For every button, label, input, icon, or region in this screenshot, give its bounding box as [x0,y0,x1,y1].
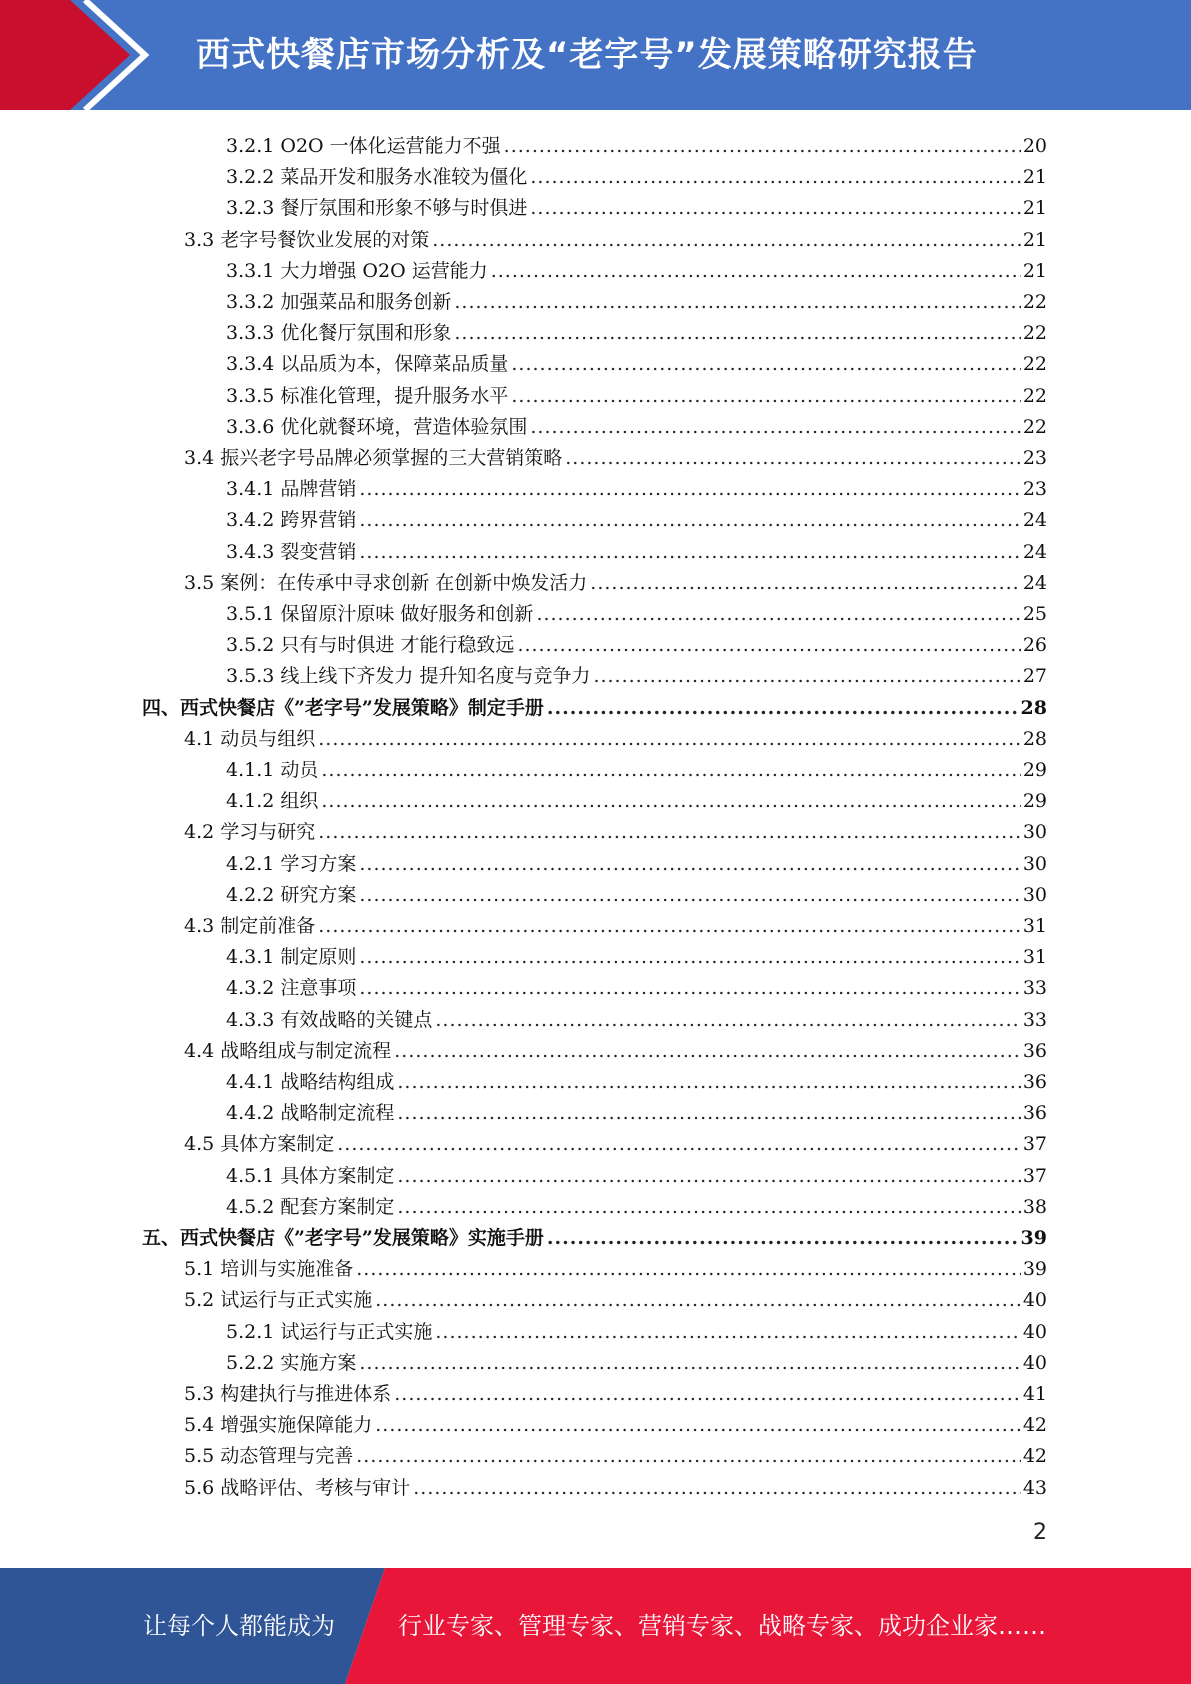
toc-entry-label: 4.2 学习与研究 [184,821,316,843]
toc-entry-label: 4.1.1 动员 [226,759,319,781]
toc-entry[interactable] [226,314,1047,345]
toc-entry-page: 22 [1022,353,1047,375]
toc-entry-page: 42 [1022,1414,1047,1436]
toc-dot-leader [359,477,1020,501]
toc-entry-label: 3.4.1 品牌营销 [226,478,357,500]
toc-entry[interactable] [226,845,1047,876]
toc-entry-label: 5.5 动态管理与完善 [184,1445,354,1467]
toc-dot-leader [504,134,1021,158]
toc-entry[interactable] [226,470,1047,501]
toc-entry[interactable] [142,1219,1047,1250]
toc-dot-leader [454,321,1020,345]
toc-entry-label: 4.5.1 具体方案制定 [226,1165,395,1187]
toc-entry-label: 3.4.2 跨界营销 [226,509,357,531]
toc-entry[interactable] [184,1250,1047,1281]
toc-entry[interactable] [226,377,1047,408]
toc-entry-label: 5.1 培训与实施准备 [184,1258,354,1280]
toc-entry[interactable] [184,907,1047,938]
toc-dot-leader [413,1476,1021,1500]
toc-entry-page: 33 [1022,977,1047,999]
toc-dot-leader [394,1382,1021,1406]
toc-entry-page: 24 [1022,509,1047,531]
toc-dot-leader [394,1039,1021,1063]
toc-dot-leader [375,1413,1021,1437]
toc-entry[interactable] [184,1437,1047,1468]
toc-entry[interactable] [226,595,1047,626]
toc-entry-page: 29 [1022,759,1047,781]
toc-entry[interactable] [226,1094,1047,1125]
toc-dot-leader [454,290,1020,314]
toc-entry-label: 4.4.1 战略结构组成 [226,1071,395,1093]
toc-entry-page: 39 [1022,1258,1047,1280]
toc-entry[interactable] [226,533,1047,564]
toc-entry-page: 22 [1022,385,1047,407]
toc-dot-leader [356,1257,1021,1281]
toc-entry-page: 39 [1020,1227,1047,1249]
toc-entry-label: 4.2.2 研究方案 [226,884,357,906]
toc-entry-label: 4.5.2 配套方案制定 [226,1196,395,1218]
toc-dot-leader [359,976,1020,1000]
toc-entry[interactable] [226,283,1047,314]
toc-entry-page: 21 [1022,197,1047,219]
toc-entry-page: 40 [1022,1321,1047,1343]
toc-entry[interactable] [226,252,1047,283]
toc-entry[interactable] [184,1406,1047,1437]
toc-dot-leader [530,196,1020,220]
toc-entry-label: 4.2.1 学习方案 [226,853,357,875]
toc-dot-leader [530,415,1020,439]
toc-entry-label: 四、西式快餐店《”老字号”发展策略》制定手册 [142,697,544,719]
toc-entry-page: 40 [1022,1289,1047,1311]
toc-entry-page: 36 [1022,1071,1047,1093]
toc-entry[interactable] [184,564,1047,595]
toc-entry[interactable] [184,1125,1047,1156]
toc-dot-leader [491,259,1021,283]
toc-entry[interactable] [184,1281,1047,1312]
toc-dot-leader [321,758,1020,782]
toc-entry[interactable] [184,1032,1047,1063]
toc-dot-leader [397,1164,1020,1188]
toc-entry-page: 25 [1022,603,1047,625]
toc-dot-leader [517,633,1020,657]
toc-dot-leader [321,789,1020,813]
header-arrow-decoration [0,0,160,110]
toc-dot-leader [359,540,1020,564]
toc-entry-page: 28 [1022,728,1047,750]
toc-entry-label: 4.1 动员与组织 [184,728,316,750]
toc-entry-page: 43 [1022,1477,1047,1499]
toc-dot-leader [536,602,1020,626]
toc-entry-page: 29 [1022,790,1047,812]
toc-entry-label: 3.2.1 O2O 一体化运营能力不强 [226,135,501,157]
toc-entry-page: 21 [1022,229,1047,251]
toc-entry-label: 3.4.3 裂变营销 [226,541,357,563]
toc-entry-page: 37 [1022,1165,1047,1187]
toc-dot-leader [511,384,1020,408]
toc-entry-page: 30 [1022,853,1047,875]
toc-entry-label: 3.5.3 线上线下齐发力 提升知名度与竞争力 [226,665,591,687]
toc-entry-page: 21 [1022,260,1047,282]
footer-slogan-left: 让每个人都能成为 [143,1612,335,1640]
toc-entry-page: 40 [1022,1352,1047,1374]
toc-entry-label: 3.2.3 餐厅氛围和形象不够与时俱进 [226,197,528,219]
toc-entry-page: 22 [1022,416,1047,438]
toc-entry[interactable] [226,1001,1047,1032]
toc-entry-page: 20 [1022,135,1047,157]
toc-entry-label: 5.3 构建执行与推进体系 [184,1383,392,1405]
toc-entry-label: 3.3.3 优化餐厅氛围和形象 [226,322,452,344]
toc-entry-label: 3.5.1 保留原汁原味 做好服务和创新 [226,603,534,625]
toc-entry-label: 5.2 试运行与正式实施 [184,1289,373,1311]
toc-entry-page: 37 [1022,1133,1047,1155]
page-header [0,0,1191,110]
toc-entry-page: 27 [1022,665,1047,687]
toc-entry-page: 30 [1022,821,1047,843]
toc-dot-leader [375,1288,1021,1312]
page-number: 2 [1033,1520,1047,1545]
toc-entry[interactable] [226,158,1047,189]
toc-entry-label: 3.3 老字号餐饮业发展的对策 [184,229,430,251]
toc-entry[interactable] [184,813,1047,844]
toc-entry[interactable] [226,751,1047,782]
toc-entry-label: 3.2.2 菜品开发和服务水准较为僵化 [226,166,528,188]
toc-dot-leader [530,165,1020,189]
toc-entry-page: 33 [1022,1009,1047,1031]
report-title: 西式快餐店市场分析及“老字号”发展策略研究报告 [196,35,978,75]
toc-entry-page: 31 [1022,915,1047,937]
toc-entry-label: 4.3.2 注意事项 [226,977,357,999]
toc-entry[interactable] [184,221,1047,252]
toc-entry[interactable] [226,189,1047,220]
toc-entry[interactable] [226,1063,1047,1094]
toc-entry-page: 36 [1022,1102,1047,1124]
toc-entry-page: 41 [1022,1383,1047,1405]
toc-entry-label: 5.2.2 实施方案 [226,1352,357,1374]
toc-entry-label: 4.4 战略组成与制定流程 [184,1040,392,1062]
toc-entry-page: 30 [1022,884,1047,906]
toc-entry-page: 22 [1022,291,1047,313]
toc-dot-leader [397,1195,1020,1219]
toc-entry-label: 3.3.2 加强菜品和服务创新 [226,291,452,313]
toc-dot-leader [318,727,1021,751]
toc-dot-leader [359,1351,1020,1375]
toc-dot-leader [432,228,1021,252]
toc-dot-leader [356,1444,1021,1468]
toc-entry[interactable] [184,1469,1047,1500]
toc-entry-page: 28 [1020,697,1047,719]
toc-entry[interactable] [226,782,1047,813]
toc-dot-leader [337,1132,1021,1156]
toc-entry-page: 42 [1022,1445,1047,1467]
toc-entry[interactable] [184,720,1047,751]
toc-entry[interactable] [226,657,1047,688]
toc-entry-page: 21 [1022,166,1047,188]
toc-entry[interactable] [226,969,1047,1000]
toc-entry[interactable] [226,1344,1047,1375]
toc-entry-label: 3.4 振兴老字号品牌必须掌握的三大营销策略 [184,447,563,469]
toc-entry-label: 4.3 制定前准备 [184,915,316,937]
toc-entry-label: 4.4.2 战略制定流程 [226,1102,395,1124]
toc-entry[interactable] [226,626,1047,657]
toc-entry-page: 22 [1022,322,1047,344]
toc-entry-page: 26 [1022,634,1047,656]
toc-entry-label: 3.3.4 以品质为本，保障菜品质量 [226,353,509,375]
toc-entry-page: 36 [1022,1040,1047,1062]
toc-dot-leader [435,1320,1020,1344]
toc-entry[interactable] [226,501,1047,532]
toc-dot-leader [359,883,1020,907]
toc-entry-page: 24 [1022,541,1047,563]
toc-entry-page: 31 [1022,946,1047,968]
toc-entry-label: 3.3.1 大力增强 O2O 运营能力 [226,260,488,282]
toc-dot-leader [397,1070,1020,1094]
toc-entry-label: 3.5 案例：在传承中寻求创新 在创新中焕发活力 [184,572,588,594]
toc-entry[interactable] [142,689,1047,720]
toc-entry[interactable] [226,1313,1047,1344]
toc-entry-label: 3.3.5 标准化管理，提升服务水平 [226,385,509,407]
toc-dot-leader [397,1101,1020,1125]
toc-entry-page: 23 [1022,478,1047,500]
toc-entry-label: 5.6 战略评估、考核与审计 [184,1477,411,1499]
toc-dot-leader [435,1008,1020,1032]
toc-dot-leader [318,820,1021,844]
toc-entry-label: 五、西式快餐店《”老字号”发展策略》实施手册 [142,1227,544,1249]
toc-entry-label: 5.2.1 试运行与正式实施 [226,1321,433,1343]
toc-entry-label: 3.5.2 只有与时俱进 才能行稳致远 [226,634,515,656]
footer-slogan-right: 行业专家、管理专家、营销专家、战略专家、成功企业家…… [398,1612,1046,1640]
toc-dot-leader [547,696,1019,720]
toc-dot-leader [593,664,1020,688]
toc-entry[interactable] [226,876,1047,907]
toc-entry-label: 4.3.1 制定原则 [226,946,357,968]
toc-dot-leader [511,352,1020,376]
toc-entry-page: 38 [1022,1196,1047,1218]
toc-entry-label: 5.4 增强实施保障能力 [184,1414,373,1436]
toc-entry-label: 3.3.6 优化就餐环境，营造体验氛围 [226,416,528,438]
toc-entry-page: 24 [1022,572,1047,594]
toc-entry[interactable] [226,938,1047,969]
toc-entry[interactable] [226,1188,1047,1219]
toc-entry[interactable] [226,345,1047,376]
toc-entry[interactable] [184,439,1047,470]
toc-entry[interactable] [184,1375,1047,1406]
toc-dot-leader [547,1226,1019,1250]
toc-entry-label: 4.3.3 有效战略的关键点 [226,1009,433,1031]
toc-dot-leader [359,852,1020,876]
toc-entry-label: 4.5 具体方案制定 [184,1133,335,1155]
toc-entry[interactable] [226,127,1047,158]
page-footer [0,1568,1191,1684]
toc-entry[interactable] [226,408,1047,439]
toc-dot-leader [565,446,1021,470]
toc-dot-leader [359,508,1020,532]
toc-entry-label: 4.1.2 组织 [226,790,319,812]
toc-dot-leader [318,914,1021,938]
toc-dot-leader [359,945,1020,969]
toc-entry-page: 23 [1022,447,1047,469]
toc-entry[interactable] [226,1157,1047,1188]
toc-dot-leader [590,571,1021,595]
